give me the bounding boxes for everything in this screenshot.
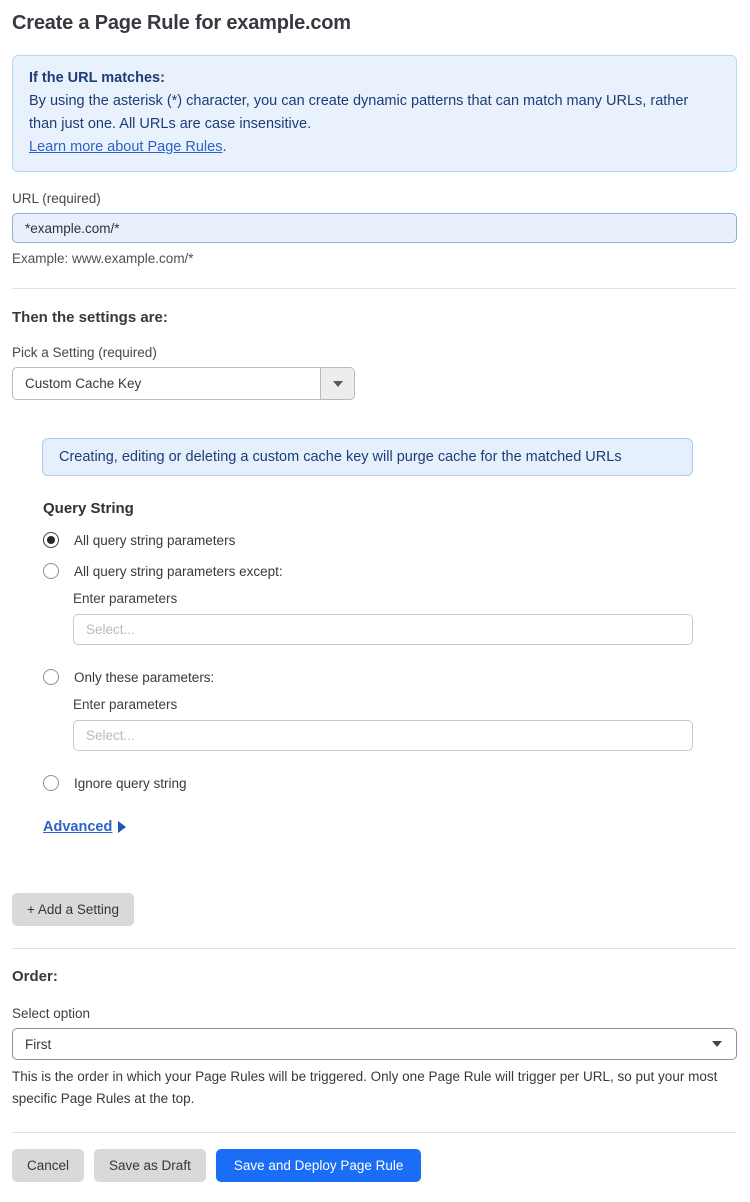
info-box-heading: If the URL matches: [29, 70, 165, 86]
footer-actions [12, 1149, 737, 1182]
only-params-field [73, 697, 737, 751]
settings-heading: Then the settings are: [12, 309, 168, 326]
url-input[interactable] [12, 213, 737, 243]
radio-button-icon[interactable] [43, 563, 59, 579]
learn-more-link[interactable]: Learn more about Page Rules [29, 139, 223, 155]
radio-label: Only these parameters: [74, 669, 215, 685]
radio-label: Ignore query string [74, 775, 187, 791]
only-params-input[interactable] [73, 720, 693, 751]
link-suffix: . [222, 139, 227, 155]
radio-button-icon[interactable] [43, 775, 59, 791]
enter-parameters-label: Enter parameters [73, 591, 178, 606]
cancel-button[interactable]: Cancel [12, 1149, 84, 1182]
order-select[interactable] [12, 1028, 737, 1060]
radio-only-these-params[interactable] [43, 669, 737, 685]
radio-button-icon[interactable] [43, 532, 59, 548]
radio-label: All query string parameters [74, 532, 236, 548]
chevron-down-icon [333, 381, 343, 387]
except-params-field [73, 591, 737, 645]
triangle-right-icon [118, 821, 126, 833]
url-match-info-box [12, 55, 737, 172]
add-setting-button[interactable]: + Add a Setting [12, 893, 134, 926]
radio-label: All query string parameters except: [74, 563, 283, 579]
except-params-input[interactable] [73, 614, 693, 645]
page-title: Create a Page Rule for example.com [12, 12, 351, 34]
setting-dropdown-arrow-segment[interactable] [320, 368, 354, 399]
setting-dropdown[interactable] [12, 367, 355, 400]
advanced-link[interactable] [43, 819, 126, 835]
order-select-value: First [25, 1036, 52, 1052]
enter-parameters-label: Enter parameters [73, 697, 178, 712]
order-heading: Order: [12, 968, 58, 985]
save-deploy-button[interactable]: Save and Deploy Page Rule [216, 1149, 422, 1182]
query-string-heading: Query String [43, 500, 134, 517]
add-setting-row [12, 893, 737, 926]
radio-button-icon[interactable] [43, 669, 59, 685]
divider [12, 948, 737, 949]
advanced-link-row [12, 791, 737, 836]
setting-dropdown-value: Custom Cache Key [25, 376, 142, 391]
divider [12, 1132, 737, 1133]
url-example-hint: Example: www.example.com/* [12, 251, 194, 266]
save-draft-button[interactable]: Save as Draft [94, 1149, 206, 1182]
radio-all-params-except[interactable] [43, 563, 737, 579]
advanced-link-label: Advanced [43, 819, 113, 835]
radio-all-query-params[interactable] [43, 532, 737, 548]
info-box-body: By using the asterisk (*) character, you can create dynamic patterns that can match many URLs, rather than just one. All URLs are case insensitive. [29, 93, 689, 132]
info-box-link-line [29, 136, 720, 159]
order-description: This is the order in which your Page Rules will be triggered. Only one Page Rule will trigger per URL, so put your most specific Page Rules at the top. [12, 1069, 718, 1106]
order-select-label: Select option [12, 1006, 91, 1021]
divider [12, 288, 737, 289]
pick-setting-label: Pick a Setting (required) [12, 345, 157, 360]
cache-key-notice: Creating, editing or deleting a custom cache key will purge cache for the matched URLs [42, 438, 693, 476]
chevron-down-icon [712, 1041, 722, 1047]
radio-ignore-query-string[interactable] [43, 775, 737, 791]
url-field-label: URL (required) [12, 191, 101, 206]
